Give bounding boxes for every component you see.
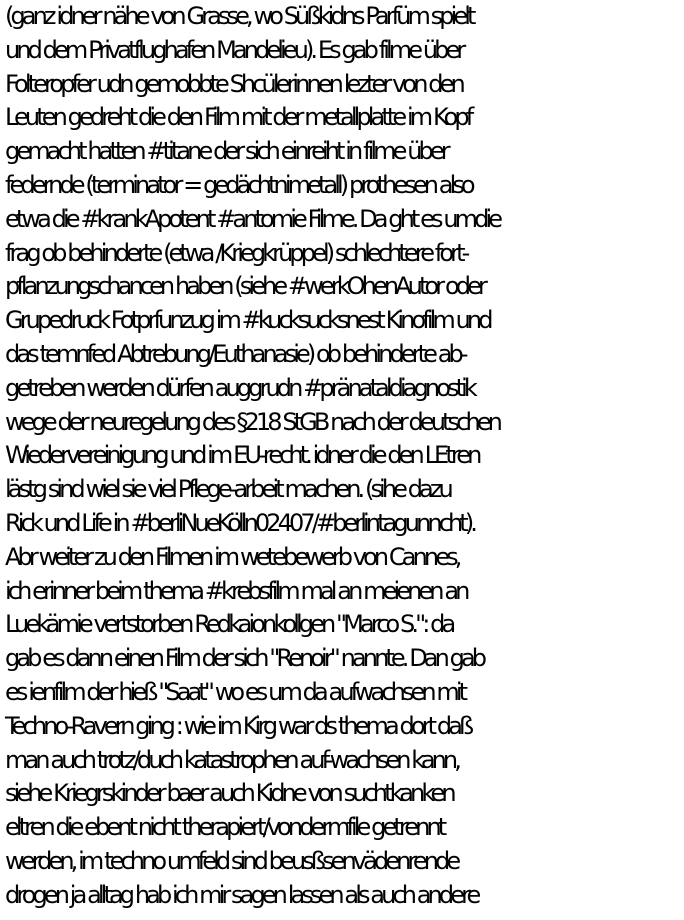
text-line: drogen ja alltag hab ich mir sagen lassen als auch andere: [5, 880, 478, 909]
text-line: (ganz idner nähe von Grasse, wo Süßkidns Parfüm spielt: [5, 2, 473, 30]
text-line: und dem Privatflughafen Mandelieu). Es gab filme über: [5, 35, 463, 64]
text-line: federnde (terminator = gedächtnimetall) prothesen also: [5, 170, 472, 199]
text-line: siehe Kriegrskinder baer auch Kidne von suchtkanken: [5, 779, 453, 808]
body-text: [5, 0, 684, 913]
text-line: ich erinner beim thema #krebsfilm mal an meienen an: [5, 576, 467, 605]
text-line: eltren die ebent nicht therapiert/vondermfile getrennt: [5, 813, 444, 842]
text-line: gab es dann einen Film der sich "Renoir" nannte. Dan gab: [5, 644, 484, 673]
text-line: Rick und Life in #berliNueKölln02407/#berlintagunncht).: [5, 508, 475, 537]
text-line: Techno-Ravern ging : wie im Kirg war ds thema dort daß: [5, 711, 471, 740]
text-line: etwa die #krankApotent #antomie Filme. Da ght es umdie: [5, 204, 500, 233]
text-line: gemacht hatten #titane der sich einreiht in filme über: [5, 137, 447, 166]
text-line: getreben werden dürfen auggrudn #pränataldiagnostik: [5, 373, 474, 402]
text-line: werden, im techno umfeld sind beusßsenvädenrende: [5, 846, 458, 875]
text-line: Leuten gedreht die den Film mit der metallplatte im Kopf: [5, 103, 471, 132]
text-line: Grupedruck Fotprfunzug im #kucksucksnest Kinofilm und: [5, 306, 490, 335]
text-line: frag ob behinderte (etwa /Kriegkrüppel) schlechtere fort-: [5, 238, 467, 267]
text-line: das temnfed Abtrebung/Euthanasie) ob behinderte ab-: [5, 339, 465, 368]
text-line: Folteropfer udn gemobbte Shcülerinnen lezter von den: [5, 69, 462, 98]
text-line: man auch trotz/duch katastrophen auf-wachsen kann,: [5, 745, 458, 774]
text-line: Abr weiter zu den Filmen im wetebewerb von Cannes,: [5, 542, 459, 571]
text-line: Luekämie vertstorben Redkaionkollgen "Marco S.": da: [5, 610, 453, 639]
text-line: wege der neuregelung des §218 StGB nach der deutschen: [5, 407, 499, 436]
text-line: es ienfilm der hieß "Saat" wo es um da aufwachsen mit: [5, 677, 465, 706]
text-line: Wiedervereinigung und im EU-recht. idner die den LEtren: [5, 441, 479, 470]
text-line: pflanzungschancen haben (siehe #werkOhenAutor oder: [5, 272, 484, 301]
text-line: lästg sind wiel sie viel Pflege-arbeit machen. (sihe dazu: [5, 475, 450, 504]
